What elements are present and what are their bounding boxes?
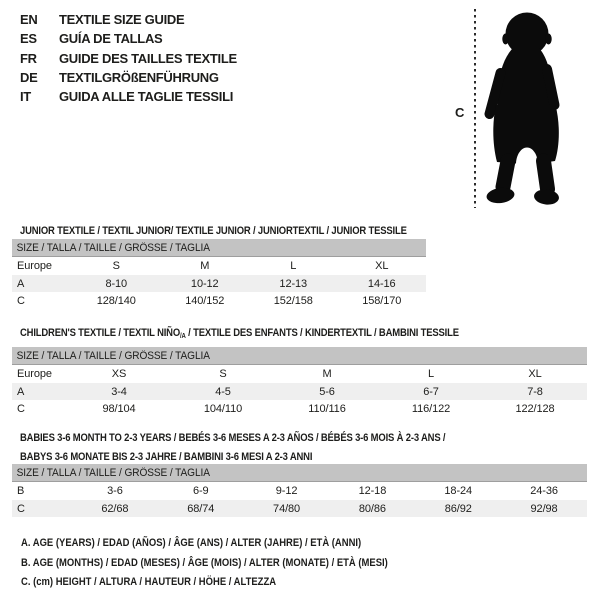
junior-section-title: JUNIOR TEXTILE / TEXTIL JUNIOR/ TEXTILE JUNIOR / JUNIORTEXTIL / JUNIOR TESSILE (20, 225, 407, 238)
size-header-bar (12, 464, 587, 482)
table-row (12, 257, 426, 275)
lang-code: EN (20, 12, 38, 27)
age-cell: 12-13 (279, 277, 308, 290)
size-header-bar (12, 347, 587, 365)
children-section-title (20, 327, 459, 340)
table-row (12, 275, 426, 292)
height-cell: 80/86 (358, 502, 386, 515)
age-cell: 14-16 (367, 277, 396, 290)
months-cell: 12-18 (358, 485, 387, 497)
lang-code: ES (20, 31, 37, 47)
junior-size-table (12, 239, 426, 309)
size-header-text: SIZE / TALLA / TAILLE / GRÖSSE / TAGLIA (16, 466, 210, 479)
lang-code: FR (20, 50, 37, 66)
row-label: Europe (17, 260, 52, 272)
height-cell: 86/92 (444, 502, 472, 515)
children-title-post: / TEXTILE DES ENFANTS / KINDERTEXTIL / BAMBINI TESSILE (185, 327, 459, 340)
size-cell: XS (111, 368, 127, 380)
height-cell: 128/140 (96, 294, 136, 307)
legend-line-a: A. AGE (YEARS) / EDAD (AÑOS) / ÂGE (ANS) / ALTER (JAHRE) / ETÀ (ANNI) (21, 537, 362, 549)
size-cell: XL (375, 260, 389, 272)
language-title-list (20, 10, 237, 106)
size-header-bar (12, 239, 426, 257)
months-cell: 6-9 (192, 485, 209, 497)
lang-label: GUÍA DE TALLAS (59, 31, 163, 47)
row-label: C (17, 294, 25, 307)
row-label: B (17, 485, 25, 497)
lang-code: IT (20, 89, 31, 105)
months-cell: 18-24 (444, 485, 473, 497)
height-cell: 74/80 (273, 502, 301, 515)
row-label: C (17, 502, 25, 515)
height-cell: 116/122 (411, 402, 451, 415)
months-cell: 3-6 (107, 485, 123, 497)
height-cell: 110/116 (308, 402, 346, 415)
size-cell: M (322, 368, 332, 380)
height-cell: 152/158 (273, 294, 313, 307)
legend-line-c: C. (cm) HEIGHT / ALTURA / HAUTEUR / HÖHE / ALTEZZA (21, 576, 277, 588)
age-cell: 8-10 (105, 277, 128, 290)
table-row (12, 500, 587, 517)
size-cell: L (290, 260, 297, 272)
lang-row-fr (20, 49, 237, 68)
table-row (12, 292, 426, 309)
age-cell: 6-7 (423, 385, 439, 398)
height-cell: 98/104 (102, 402, 136, 415)
lang-label: TEXTILE SIZE GUIDE (59, 12, 185, 27)
measure-legend (21, 534, 388, 593)
size-cell: S (112, 260, 120, 272)
size-cell: XL (528, 368, 542, 380)
age-cell: 4-5 (215, 385, 231, 398)
lang-row-de (20, 68, 237, 87)
lang-code: DE (20, 69, 38, 85)
age-cell: 10-12 (190, 277, 219, 290)
row-label: Europe (17, 368, 52, 380)
months-cell: 24-36 (530, 485, 558, 497)
lang-row-it (20, 87, 237, 106)
months-cell: 9-12 (275, 485, 298, 497)
height-cell: 158/170 (362, 294, 402, 307)
height-cell: 140/152 (185, 294, 225, 307)
babies-section-title-line1: BABIES 3-6 MONTH TO 2-3 YEARS / BEBÉS 3-6 MESES A 2-3 AÑOS / BÉBÉS 3-6 MOIS À 2-3 ANS / (20, 432, 446, 445)
children-title-pre: CHILDREN'S TEXTILE / TEXTIL NIÑO (20, 327, 181, 340)
size-cell: L (427, 368, 435, 380)
height-measure-dotted-line (474, 9, 476, 208)
babies-size-table (12, 464, 587, 517)
height-cell: 122/128 (515, 402, 555, 415)
age-cell: 3-4 (111, 385, 127, 398)
children-size-table (12, 347, 587, 417)
row-label: A (17, 385, 25, 398)
size-header-text: SIZE / TALLA / TAILLE / GRÖSSE / TAGLIA (16, 349, 210, 362)
row-label: C (17, 402, 25, 415)
age-cell: 7-8 (527, 385, 543, 398)
row-label: A (17, 277, 25, 290)
table-row (12, 400, 587, 417)
table-row (12, 383, 587, 400)
lang-row-en (20, 10, 237, 29)
table-row (12, 365, 587, 383)
height-cell: 104/110 (203, 402, 243, 415)
lang-label: GUIDA ALLE TAGLIE TESSILI (59, 89, 234, 105)
size-cell: M (200, 260, 210, 272)
table-row (12, 482, 587, 500)
legend-line-b: B. AGE (MONTHS) / EDAD (MESES) / ÂGE (MOIS) / ALTER (MONATE) / ETÀ (MESI) (21, 556, 388, 569)
children-title-sub: /A (180, 333, 186, 341)
lang-label: GUIDE DES TAILLES TEXTILE (59, 50, 237, 66)
height-measure-label: C (455, 105, 465, 120)
height-cell: 68/74 (187, 502, 215, 515)
size-cell: S (219, 368, 227, 380)
size-header-text: SIZE / TALLA / TAILLE / GRÖSSE / TAGLIA (16, 241, 210, 254)
baby-silhouette-icon (484, 11, 566, 205)
age-cell: 5-6 (319, 385, 335, 398)
height-cell: 92/98 (530, 502, 558, 515)
babies-section-title-line2: BABYS 3-6 MONATE BIS 2-3 JAHRE / BAMBINI 3-6 MESI A 2-3 ANNI (20, 451, 313, 464)
lang-row-es (20, 29, 237, 48)
lang-label: TEXTILGRÖßENFÜHRUNG (59, 69, 219, 85)
height-cell: 62/68 (101, 502, 129, 515)
